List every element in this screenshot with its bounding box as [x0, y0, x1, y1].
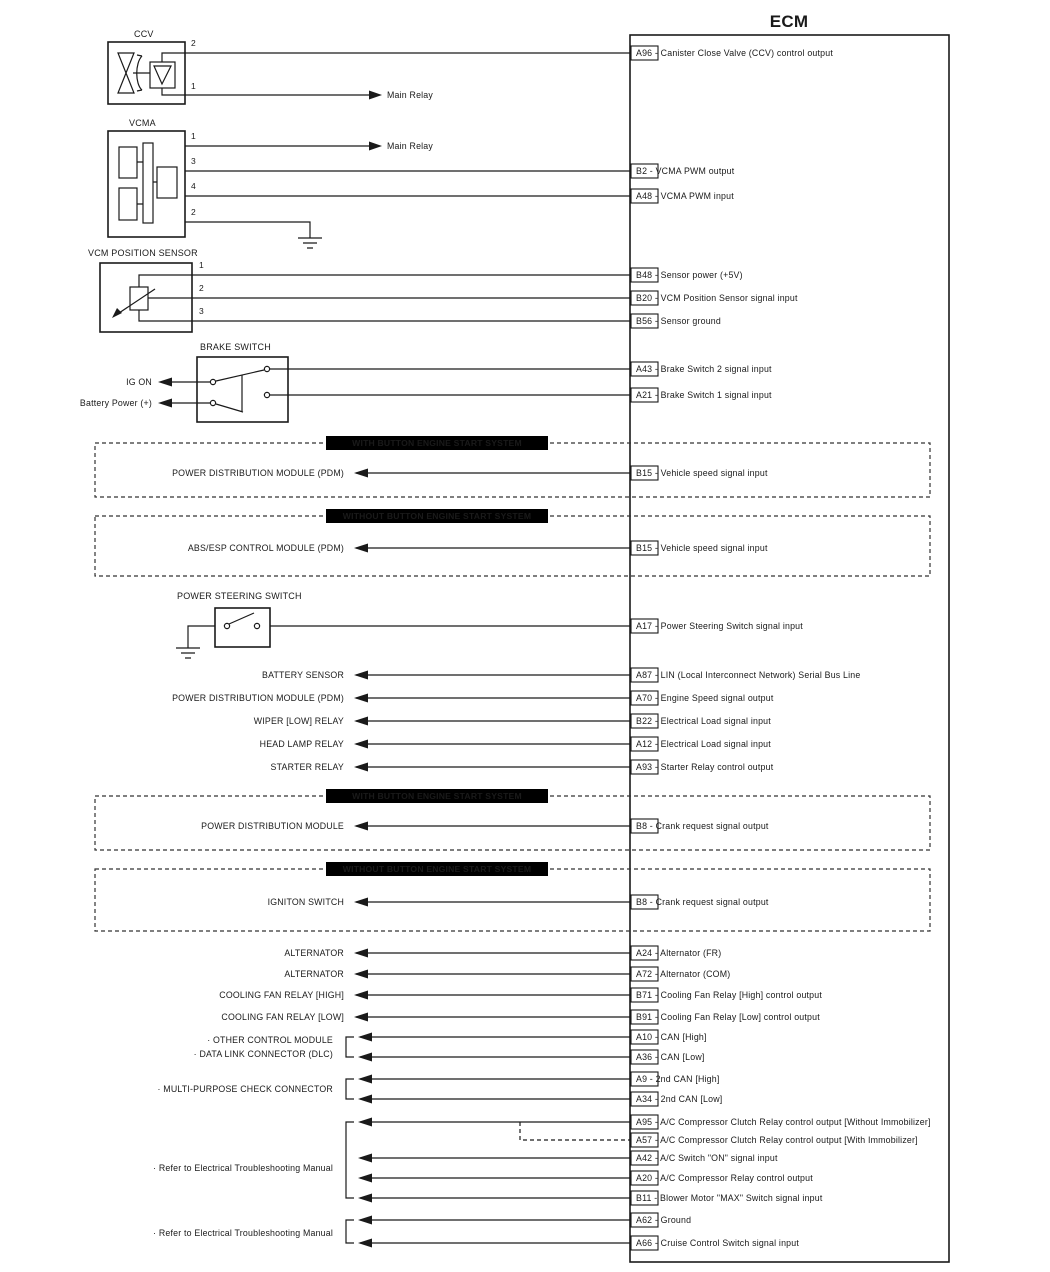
ecm-pin-label-B2: B2 - VCMA PWM output	[636, 166, 735, 176]
ecm-pin-label-A48: A48 - VCMA PWM input	[636, 191, 734, 201]
ecm-pin-label-A72: A72 - Alternator (COM)	[636, 969, 731, 979]
ecm-pin-label-A20: A20 - A/C Compressor Relay control output	[636, 1173, 813, 1183]
section-content-label-2: POWER DISTRIBUTION MODULE	[201, 821, 344, 831]
ecm-pin-label-A34: A34 - 2nd CAN [Low]	[636, 1094, 723, 1104]
ecm-pin-label-B15: B15 - Vehicle speed signal input	[636, 468, 768, 478]
ecm-pin-label-A10: A10 - CAN [High]	[636, 1032, 707, 1042]
vcma-title: VCMA	[129, 118, 156, 128]
section-badge-label-3: WITHOUT BUTTON ENGINE START SYSTEM	[342, 864, 532, 874]
ecm-pin-label-A17: A17 - Power Steering Switch signal input	[636, 621, 803, 631]
ecm-pin-label-B22: B22 - Electrical Load signal input	[636, 716, 771, 726]
ecm-pin-label-B15: B15 - Vehicle speed signal input	[636, 543, 768, 553]
ecm-pin-label-B71: B71 - Cooling Fan Relay [High] control output	[636, 990, 823, 1000]
ecm-pin-label-B56: B56 - Sensor ground	[636, 316, 721, 326]
vcma-coil2-icon	[119, 188, 137, 220]
dashed-section-box-3	[95, 869, 930, 931]
brake-switch-blade-top	[216, 370, 264, 381]
section-badge-label-2: WITH BUTTON ENGINE START SYSTEM	[352, 791, 522, 801]
ecm-pin-label-B11: B11 - Blower Motor "MAX" Switch signal input	[636, 1193, 823, 1203]
ecm-pin-label-A21: A21 - Brake Switch 1 signal input	[636, 390, 772, 400]
section-content-label-0: POWER DISTRIBUTION MODULE (PDM)	[172, 468, 344, 478]
brake-switch-contact	[264, 366, 269, 371]
ecm-pin-label-A87: A87 - LIN (Local Interconnect Network) Serial Bus Line	[636, 670, 861, 680]
ground-icon	[176, 648, 200, 658]
brake-switch-title: BRAKE SWITCH	[200, 342, 271, 352]
pss-contact	[224, 623, 229, 628]
arrow-row-label-7: COOLING FAN RELAY [HIGH]	[219, 990, 344, 1000]
ecm-pin-label-A42: A42 - A/C Switch "ON" signal input	[636, 1153, 778, 1163]
potentiometer-icon	[130, 287, 148, 310]
ecm-pin-label-A62: A62 - Ground	[636, 1215, 692, 1225]
ecm-pin-label-A70: A70 - Engine Speed signal output	[636, 693, 774, 703]
immobilizer-dashed-link	[520, 1122, 631, 1140]
vcma-wire-pin2-ground	[185, 222, 310, 238]
ecm-pin-label-A12: A12 - Electrical Load signal input	[636, 739, 771, 749]
bracket-icon-2	[346, 1122, 354, 1198]
bracket-icon-0	[346, 1037, 354, 1057]
arrow-row-label-4: STARTER RELAY	[270, 762, 344, 772]
main-relay-label-0: Main Relay	[387, 90, 434, 100]
vcm-sensor-wire-pin3	[139, 310, 631, 321]
main-relay-label-1: Main Relay	[387, 141, 434, 151]
ccv-pin-number-1: 1	[191, 81, 196, 91]
ecm-pin-label-A57: A57 - A/C Compressor Clutch Relay control output [With Immobilizer]	[636, 1135, 918, 1145]
vcm_position_sensor-pin-number-3: 3	[199, 306, 204, 316]
ccv-wire-pin2	[162, 53, 631, 62]
brake-switch-contact	[264, 392, 269, 397]
arrow-row-label-2: WIPER [LOW] RELAY	[253, 716, 344, 726]
ecm-pin-label-A36: A36 - CAN [Low]	[636, 1052, 705, 1062]
bracket-label-0-1: · DATA LINK CONNECTOR (DLC)	[193, 1049, 333, 1059]
ecm-pins-layer	[631, 46, 931, 1250]
section-content-label-3: IGNITON SWITCH	[267, 897, 344, 907]
left-arrowhead-icon	[158, 378, 172, 387]
arrow-row-label-3: HEAD LAMP RELAY	[259, 739, 344, 749]
arrow-row-label-0: BATTERY SENSOR	[262, 670, 344, 680]
ecm-pin-label-A93: A93 - Starter Relay control output	[636, 762, 774, 772]
ecm-pin-label-A43: A43 - Brake Switch 2 signal input	[636, 364, 772, 374]
ecm-pin-label-B91: B91 - Cooling Fan Relay [Low] control output	[636, 1012, 820, 1022]
ecm-pin-label-A9: A9 - 2nd CAN [High]	[636, 1074, 720, 1084]
vcma-pin-number-4: 4	[191, 181, 196, 191]
ecm-pin-label-B20: B20 - VCM Position Sensor signal input	[636, 293, 798, 303]
right-arrowhead-icon	[369, 91, 382, 100]
ecm-pin-label-B8: B8 - Crank request signal output	[636, 821, 769, 831]
battery-power-label: Battery Power (+)	[79, 398, 152, 408]
vcma-links	[137, 162, 157, 204]
pss-ground-wire	[188, 626, 215, 648]
ecm-pin-label-A95: A95 - A/C Compressor Clutch Relay control output [Without Immobilizer]	[636, 1117, 931, 1127]
arrow-row-label-8: COOLING FAN RELAY [LOW]	[221, 1012, 344, 1022]
ccv-title: CCV	[134, 29, 154, 39]
ig-on-label: IG ON	[126, 377, 152, 387]
pss-blade	[229, 613, 254, 624]
potentiometer-wiper-icon	[116, 289, 155, 315]
bracket-label-2-0: · Refer to Electrical Troubleshooting Manual	[153, 1163, 333, 1173]
arrow-rows-layer	[172, 670, 631, 1022]
ecm-pin-label-A66: A66 - Cruise Control Switch signal input	[636, 1238, 799, 1248]
pin-numbers-layer	[191, 38, 204, 316]
vcm_position_sensor-pin-number-2: 2	[199, 283, 204, 293]
bracket-label-1-0: · MULTI-PURPOSE CHECK CONNECTOR	[157, 1084, 333, 1094]
arrow-row-label-5: ALTERNATOR	[284, 948, 344, 958]
vcm-sensor-wire-pin1	[139, 275, 631, 287]
ecm-title: ECM	[769, 12, 809, 31]
bracket-label-3-0: · Refer to Electrical Troubleshooting Manual	[153, 1228, 333, 1238]
vcma-pin-number-1: 1	[191, 131, 196, 141]
vcma-armature-icon	[157, 167, 177, 198]
ecm-pin-label-A24: A24 - Alternator (FR)	[636, 948, 722, 958]
ecm-pin-label-B8: B8 - Crank request signal output	[636, 897, 769, 907]
dashed-sections-layer	[95, 436, 930, 931]
power-steering-switch-box	[215, 608, 270, 647]
right-arrowhead-icon	[369, 142, 382, 151]
pss-contact	[254, 623, 259, 628]
vcma-pin-number-3: 3	[191, 156, 196, 166]
vcm-position-sensor-title: VCM POSITION SENSOR	[88, 248, 198, 258]
ccv-solenoid-triangle-icon	[154, 66, 171, 84]
arrow-row-label-6: ALTERNATOR	[284, 969, 344, 979]
brake-switch-contact	[210, 379, 215, 384]
vcma-core-icon	[143, 143, 153, 223]
brake-switch-contact	[210, 400, 215, 405]
vcm_position_sensor-pin-number-1: 1	[199, 260, 204, 270]
bracket-label-0-0: · OTHER CONTROL MODULE	[207, 1035, 333, 1045]
ccv-pin-number-2: 2	[191, 38, 196, 48]
ecm-pin-label-A96: A96 - Canister Close Valve (CCV) control output	[636, 48, 833, 58]
bracket-icon-3	[346, 1220, 354, 1243]
left-arrowhead-icon	[158, 399, 172, 408]
section-content-label-1: ABS/ESP CONTROL MODULE (PDM)	[187, 543, 344, 553]
potentiometer-wiper-arrowhead-icon	[112, 308, 122, 318]
ground-icon	[298, 238, 322, 248]
arrow-row-label-1: POWER DISTRIBUTION MODULE (PDM)	[172, 693, 344, 703]
power-steering-switch-title: POWER STEERING SWITCH	[177, 591, 302, 601]
vcma-pin-number-2: 2	[191, 207, 196, 217]
section-badge-label-0: WITH BUTTON ENGINE START SYSTEM	[352, 438, 522, 448]
ccv-valve-icon	[118, 53, 134, 93]
ecm-pin-label-B48: B48 - Sensor power (+5V)	[636, 270, 743, 280]
brake-switch-blade-bottom	[216, 404, 243, 412]
section-badge-label-1: WITHOUT BUTTON ENGINE START SYSTEM	[342, 511, 532, 521]
vcma-coil1-icon	[119, 147, 137, 178]
bracket-icon-1	[346, 1079, 354, 1099]
main-relay-layer	[369, 90, 433, 151]
